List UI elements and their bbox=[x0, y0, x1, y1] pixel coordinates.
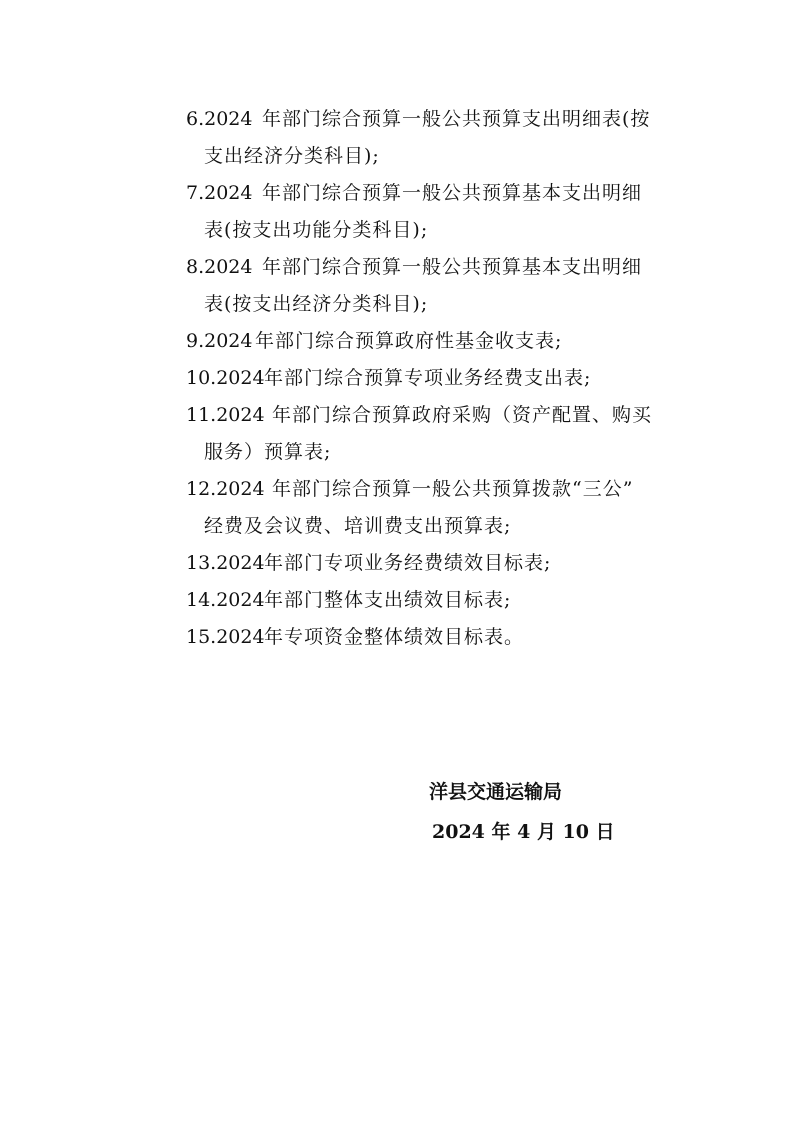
list-item-number: 15.2024 bbox=[186, 626, 265, 648]
list-item-continuation-text: 服务）预算表; bbox=[204, 441, 332, 463]
list-item-continuation-text: 经费及会议费、培训费支出预算表; bbox=[204, 515, 512, 537]
list-item bbox=[0, 582, 793, 619]
list-item bbox=[0, 397, 793, 434]
list-item-text: 年部门专项业务经费绩效目标表; bbox=[264, 552, 552, 574]
list-item-continuation bbox=[0, 138, 793, 175]
list-item-text: 年部门综合预算政府性基金收支表; bbox=[255, 330, 563, 352]
list-item-text: 年部门综合预算一般公共预算支出明细表(按 bbox=[262, 108, 651, 130]
list-item-continuation-text: 表(按支出功能分类科目); bbox=[204, 219, 429, 241]
signature-organization: 洋县交通运输局 bbox=[429, 781, 563, 803]
list-item bbox=[0, 619, 793, 656]
list-item-number: 14.2024 bbox=[186, 589, 265, 611]
list-item-continuation-text: 表(按支出经济分类科目); bbox=[204, 293, 429, 315]
list-item-number: 12.2024 bbox=[186, 478, 265, 500]
list-item-text: 年部门综合预算一般公共预算拨款“三公” bbox=[272, 478, 634, 500]
list-item bbox=[0, 360, 793, 397]
list-item-number: 13.2024 bbox=[186, 552, 265, 574]
list-item-text: 年部门综合预算专项业务经费支出表; bbox=[264, 367, 592, 389]
list-item-continuation-text: 支出经济分类科目); bbox=[204, 145, 380, 167]
list-item-number: 11.2024 bbox=[186, 404, 265, 426]
list-item bbox=[0, 545, 793, 582]
list-item-text: 年部门整体支出绩效目标表; bbox=[264, 589, 512, 611]
list-item-number: 10.2024 bbox=[186, 367, 265, 389]
list-item-number: 8.2024 bbox=[186, 256, 253, 278]
list-item bbox=[0, 323, 793, 360]
list-item-number: 7.2024 bbox=[186, 182, 253, 204]
list-item-text: 年专项资金整体绩效目标表。 bbox=[264, 626, 525, 648]
list-item bbox=[0, 249, 793, 286]
list-item-text: 年部门综合预算一般公共预算基本支出明细 bbox=[262, 182, 643, 204]
list-item-continuation bbox=[0, 212, 793, 249]
list-item-continuation bbox=[0, 508, 793, 545]
list-item bbox=[0, 175, 793, 212]
list-item-number: 9.2024 bbox=[186, 330, 253, 352]
list-item-number: 6.2024 bbox=[186, 108, 253, 130]
list-item-continuation bbox=[0, 286, 793, 323]
signature-date: 2024 年 4 月 10 日 bbox=[432, 821, 615, 843]
list-item-text: 年部门综合预算政府采购（资产配置、购买 bbox=[272, 404, 653, 426]
list-item-continuation bbox=[0, 434, 793, 471]
list-item-text: 年部门综合预算一般公共预算基本支出明细 bbox=[262, 256, 643, 278]
list-item bbox=[0, 101, 793, 138]
list-item bbox=[0, 471, 793, 508]
